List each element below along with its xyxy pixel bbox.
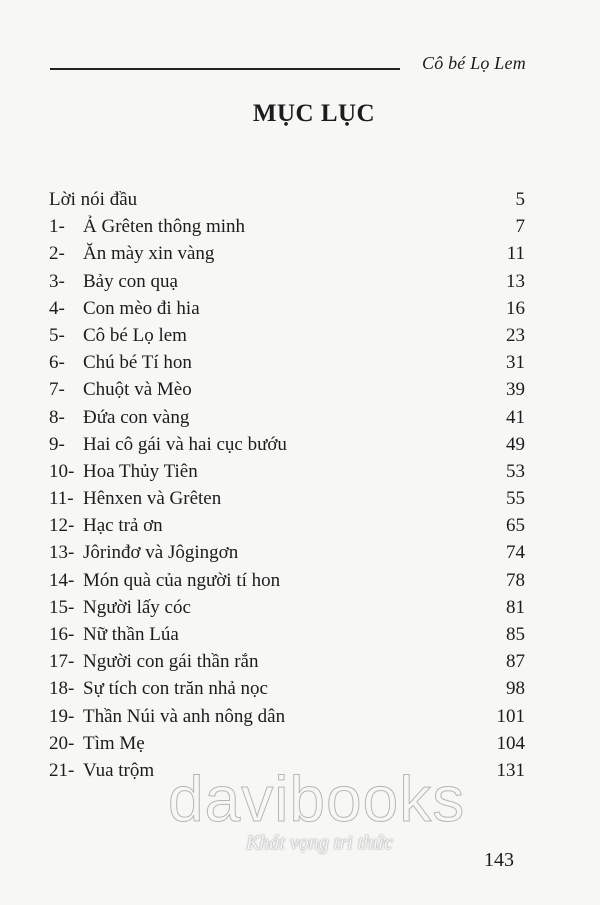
toc-entry-title: Ăn mày xin vàng — [83, 243, 215, 265]
toc-entry-title: Con mèo đi hia — [83, 297, 200, 319]
toc-entry-number: 15- — [49, 596, 75, 618]
toc-entry-title: Chú bé Tí hon — [83, 352, 192, 374]
toc-entry-page: 53 — [506, 460, 525, 482]
toc-entry-number: 5- — [49, 324, 65, 346]
toc-entry — [49, 376, 525, 403]
toc-entry-page: 101 — [496, 705, 525, 727]
toc-entry — [49, 648, 525, 675]
toc-entry — [49, 213, 525, 240]
toc-entry-title: Đứa con vàng — [83, 406, 190, 428]
toc-entry-number: 2- — [49, 243, 65, 265]
toc-entry-number: 13- — [49, 542, 75, 564]
toc-entry-page: 11 — [506, 243, 525, 265]
toc-entry-title: Thần Núi và anh nông dân — [83, 705, 286, 727]
toc-entry-title: Hênxen và Grêten — [83, 488, 222, 510]
watermark-tagline: Khát vọng tri thức — [246, 832, 394, 854]
toc-entry-page: 13 — [506, 270, 525, 292]
toc-entry — [49, 268, 525, 295]
toc-entry-page: 98 — [506, 678, 525, 700]
toc-entry-title: Chuột và Mèo — [83, 379, 192, 401]
toc-entry — [49, 539, 525, 566]
toc-entry-page: 31 — [506, 352, 525, 374]
toc-entry-title: Hai cô gái và hai cục bướu — [83, 433, 287, 455]
running-title: Cô bé Lọ Lem — [422, 53, 526, 73]
toc-entry-page: 78 — [506, 569, 525, 591]
toc-entry — [49, 730, 525, 757]
toc-entry-title: Người con gái thần rắn — [83, 651, 259, 673]
toc-entry — [49, 485, 525, 512]
toc-entry-number: 18- — [49, 678, 75, 700]
toc-entry — [49, 404, 525, 431]
toc-entry-title: Hạc trả ơn — [83, 515, 163, 537]
toc-heading — [0, 100, 600, 128]
toc-entry — [49, 567, 525, 594]
watermark-logo: davibooks — [168, 763, 466, 835]
toc-entry-page: 39 — [506, 379, 525, 401]
toc-entry-number: 6- — [49, 352, 65, 374]
toc-entry-title: Sự tích con trăn nhả nọc — [83, 678, 268, 700]
toc-entry-page: 55 — [506, 488, 525, 510]
toc-entry — [49, 186, 525, 213]
toc-entry-page: 85 — [506, 624, 525, 645]
toc-entry — [49, 621, 525, 648]
toc-entry-page: 81 — [506, 596, 525, 618]
toc-entry-number: 10- — [49, 460, 75, 482]
toc-entry-number: 19- — [49, 705, 75, 727]
toc-entry-number: 7- — [49, 379, 65, 401]
toc-entry-number: 4- — [49, 297, 65, 319]
toc-entry-title: Jôrinđơ và Jôgingơn — [83, 542, 239, 564]
toc-entry — [49, 594, 525, 621]
toc-entry-title: Lời nói đầu — [49, 189, 138, 210]
toc-entry-number: 3- — [49, 270, 65, 292]
toc-entry-page: 74 — [506, 542, 525, 564]
toc-entry-number: 9- — [49, 433, 65, 455]
toc-entry — [49, 512, 525, 539]
toc-entry-title: Hoa Thủy Tiên — [83, 460, 198, 482]
toc-entry-title: Người lấy cóc — [83, 596, 191, 618]
toc-entry-title: Vua trộm — [83, 759, 155, 781]
toc-entry-page: 5 — [515, 189, 525, 210]
toc-entry-page: 49 — [506, 433, 525, 455]
toc-entry — [49, 431, 525, 458]
page-number: 143 — [484, 849, 514, 871]
toc-entry-page: 41 — [506, 406, 525, 428]
toc-entry — [49, 703, 525, 730]
toc-entry-page: 16 — [506, 297, 525, 319]
toc-entry-title: Món quà của người tí hon — [83, 569, 281, 591]
toc-entry-page: 104 — [496, 732, 525, 754]
toc-entry — [49, 295, 525, 322]
toc-entry-title: Nữ thần Lúa — [83, 624, 179, 645]
toc-entry-number: 21- — [49, 759, 75, 781]
toc-entry-title: Cô bé Lọ lem — [83, 324, 187, 346]
toc-entry-number: 8- — [49, 406, 65, 428]
toc-entry-page: 23 — [506, 324, 525, 346]
toc-entry — [49, 458, 525, 485]
toc-entry-title: Tìm Mẹ — [83, 732, 145, 754]
toc-entry-number: 11- — [49, 488, 74, 510]
toc-entry — [49, 322, 525, 349]
toc-entry-number: 12- — [49, 515, 75, 537]
toc-entry — [49, 240, 525, 267]
toc-entry-number: 17- — [49, 651, 75, 673]
toc-entry — [49, 349, 525, 376]
toc-entry-number: 16- — [49, 624, 75, 645]
toc-entry-page: 87 — [506, 651, 525, 673]
toc-entry-page: 65 — [506, 515, 525, 537]
toc-entry-title: Ả Grêten thông minh — [83, 216, 246, 238]
toc-entry-title: Bảy con quạ — [83, 270, 178, 292]
toc-entry-page: 7 — [515, 216, 525, 238]
toc-entry-number: 20- — [49, 732, 75, 754]
toc-heading-text: MỤC LỤC — [252, 100, 376, 127]
header-rule — [50, 68, 400, 70]
toc-entry-number: 14- — [49, 569, 75, 591]
table-of-contents — [49, 186, 525, 784]
toc-entry-number: 1- — [49, 216, 65, 238]
toc-entry — [49, 675, 525, 702]
toc-entry-page: 131 — [496, 759, 525, 781]
